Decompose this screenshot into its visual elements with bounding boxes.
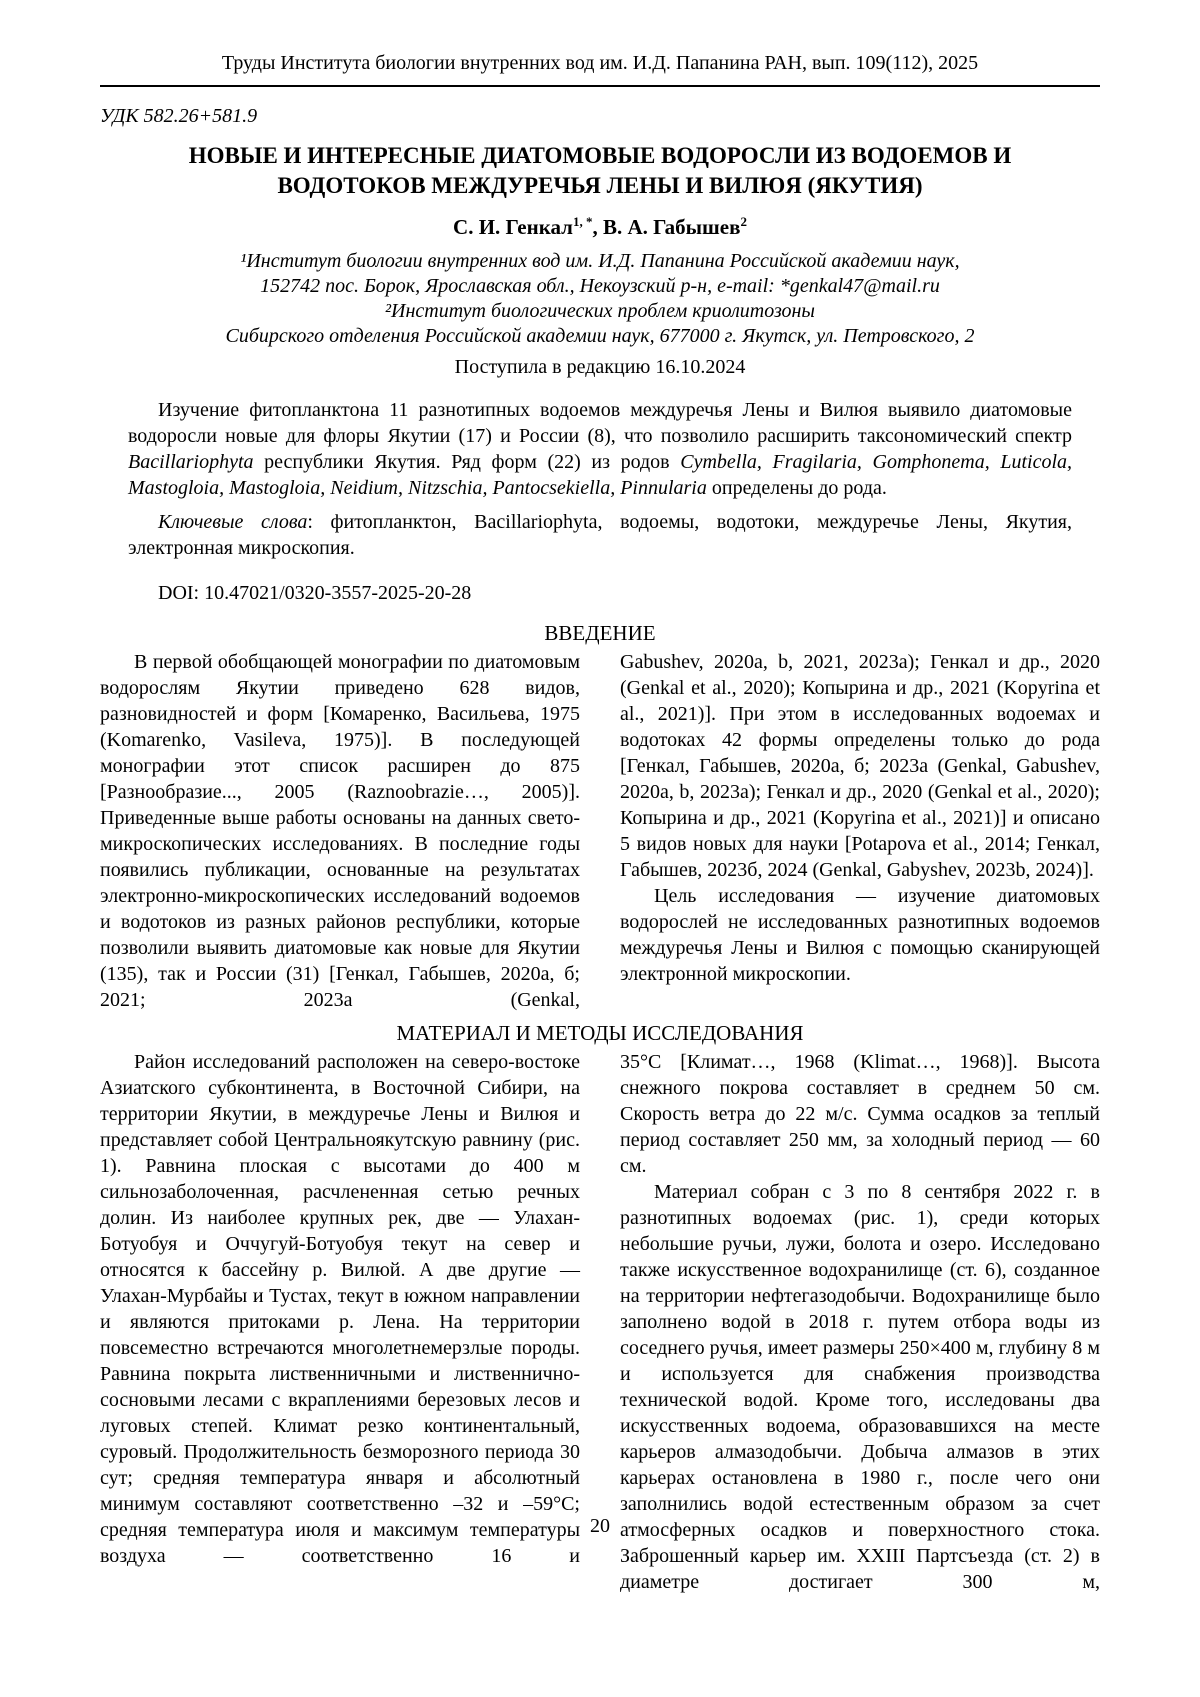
doi-line: DOI: 10.47021/0320-3557-2025-20-28 [158,582,472,604]
header-divider [100,85,1100,87]
paragraph: Материал собран с 3 по 8 сентября 2022 г. в разнотипных водоемах (рис. 1), среди которых небольшие ручьи, лужи, болота и озеро. Исследовано также искусственное водохранилище (ст. 6), созданное на территории нефтегазодобычи. Водохранилище было заполнено водой в 2018 г. путем отбора воды из соседнего ручья, имеет размеры 250×400 м, глубину 8 м и используется для снабжения производства технической водой. Кроме того, исследованы два искусственных водоема, образовавшихся на месте карьеров алмазодобычи. Добыча алмазов в этих карьерах остановлена в 1980 г., после чего они заполнились водой естественным образом за счет атмосферных осадков и поверхностного стока. Заброшенный карьер им. XXIII Партсъезда (ст. 2) в диаметре достигает 300 м, [620,1181,1100,1593]
introduction-column-left [100,649,580,1013]
author-2-superscript: 2 [740,214,747,229]
affiliation-line-2: 152742 пос. Борок, Ярославская обл., Некоузский р-н, e-mail: *genkal47@mail.ru [260,275,940,297]
paragraph: В первой обобщающей монографии по диатомовым водорослям Якутии приведено 628 видов, разновидностей и форм [Комаренко, Васильева, 1975 (Komarenko, Vasileva, 1975)]. В последующей монографии этот список расширен до 875 [Разнообразие..., 2005 (Raznoobrazie…, 2005)]. Приведенные выше работы основаны на данных свето-микроскопических исследованиях. В последние годы появились публикации, основанные на результатах электронно-микроскопических исследований водоемов и водотоков из разных районов республики, которые позволили выявить диатомовые как новые для Якутии (135), так и России (31) [Генкал, Габышев, 2020а, б; 2021; 2023а (Genkal, [100,651,580,1011]
authors-line [100,214,1100,240]
author-1-superscript: 1, * [572,214,593,229]
section-heading-materials-methods: МАТЕРИАЛ И МЕТОДЫ ИССЛЕДОВАНИЯ [396,1021,804,1045]
udc-code: УДК 582.26+581.9 [100,105,258,127]
introduction-columns [100,649,1100,1013]
paragraph: Район исследований расположен на северо-востоке Азиатского субконтинента, в Восточной Сибири, на территории Якутии, в междуречье Лены и Вилюя и представляет собой Центральноякутскую равнину (рис. 1). Равнина плоская с высотами до 400 м сильнозаболоченная, расчлененная сетью речных долин. Из наиболее крупных рек, две — Улахан-Ботуобуя и Оччугуй-Ботуобуя текут на север и относятся к бассейну р. Вилюй. А две другие — Улахан-Мурбайы и Тустах, текут в южном направлении и являются притоками р. Лена. На территории повсеместно встречаются многолетнемерзлые породы. Равнина покрыта лиственничными и лиственнично-сосновыми лесами с вкраплениями березовых лесов и луговых степей. Климат резко континентальный, суровый. Продолжительность безморозного периода 30 сут; средняя температура января и абсолютный минимум составляют соответственно –32 и –59°С; средняя температура июля и максимум температуры воздуха — соответственно 16 и [100,1051,580,1567]
abstract-text: Изучение фитопланктона 11 разнотипных водоемов междуречья Лены и Вилюя выявило диатомовые водоросли новые для флоры Якутии (17) и России (8), что позволило расширить таксономический спектр Bacillariophyta республики Якутия. Ряд форм (22) из родов Cymbella, Fragilaria, Gomphonema, Luticola, Mastogloia, Mastogloia, Neidium, Nitzschia, Pantocsekiella, Pinnularia определены до рода. [128,399,1073,499]
paragraph: Цель исследования — изучение диатомовых водорослей не исследованных разнотипных водоемов междуречья Лены и Вилюя с помощью сканирующей электронной микроскопии. [620,885,1100,985]
affiliation-line-1: ¹Институт биологии внутренних вод им. И.Д. Папанина Российской академии наук, [240,250,960,272]
author-2-name: В. А. Габышев [602,215,741,239]
affiliation-line-3: ²Институт биологических проблем криолитозоны [385,300,815,322]
affiliation-line-4: Сибирского отделения Российской академии наук, 677000 г. Якутск, ул. Петровского, 2 [225,325,975,347]
received-date: Поступила в редакцию 16.10.2024 [454,356,746,378]
section-materials-methods [100,1020,1100,1595]
paragraph: 35°С [Климат…, 1968 (Klimat…, 1968)]. Высота снежного покрова составляет в среднем 50 см. Скорость ветра до 22 м/с. Сумма осадков за теплый период составляет 250 мм, за холодный период — 60 см. [620,1051,1100,1177]
paragraph: Gabushev, 2020a, b, 2021, 2023a); Генкал и др., 2020 (Genkal et al., 2020); Копырина и др., 2021 (Kopyrina et al., 2021)]. При этом в исследованных водоемах и водотоках 42 формы определены только до рода [Генкал, Габышев, 2020а, б; 2023а (Genkal, Gabushev, 2020a, b, 2023a); Генкал и др., 2020 (Genkal et al., 2020); Копырина и др., 2021 (Kopyrina et al., 2021)] и описано 5 видов новых для науки [Potapova et al., 2014; Генкал, Габышев, 2023б, 2024 (Genkal, Gabyshev, 2023b, 2024)]. [620,651,1100,881]
author-1-name: С. И. Генкал [453,215,573,239]
keywords-text: Ключевые слова: фитопланктон, Bacillariophyta, водоемы, водотоки, междуречье Лены, Якутия, электронная микроскопия. [128,511,1072,559]
affiliations-block [100,249,1100,349]
section-heading-introduction: ВВЕДЕНИЕ [544,621,656,645]
article-title: НОВЫЕ И ИНТЕРЕСНЫЕ ДИАТОМОВЫЕ ВОДОРОСЛИ ИЗ ВОДОЕМОВ И ВОДОТОКОВ МЕЖДУРЕЧЬЯ ЛЕНЫ И ВИЛЮЯ (ЯКУТИЯ) [188,143,1012,198]
journal-header: Труды Института биологии внутренних вод им. И.Д. Папанина РАН, вып. 109(112), 2025 [221,52,979,74]
introduction-column-right [620,649,1100,1013]
page-number: 20 [590,1515,610,1537]
section-introduction [100,620,1100,1013]
author-separator: , [592,215,603,239]
page-header [100,50,1100,87]
